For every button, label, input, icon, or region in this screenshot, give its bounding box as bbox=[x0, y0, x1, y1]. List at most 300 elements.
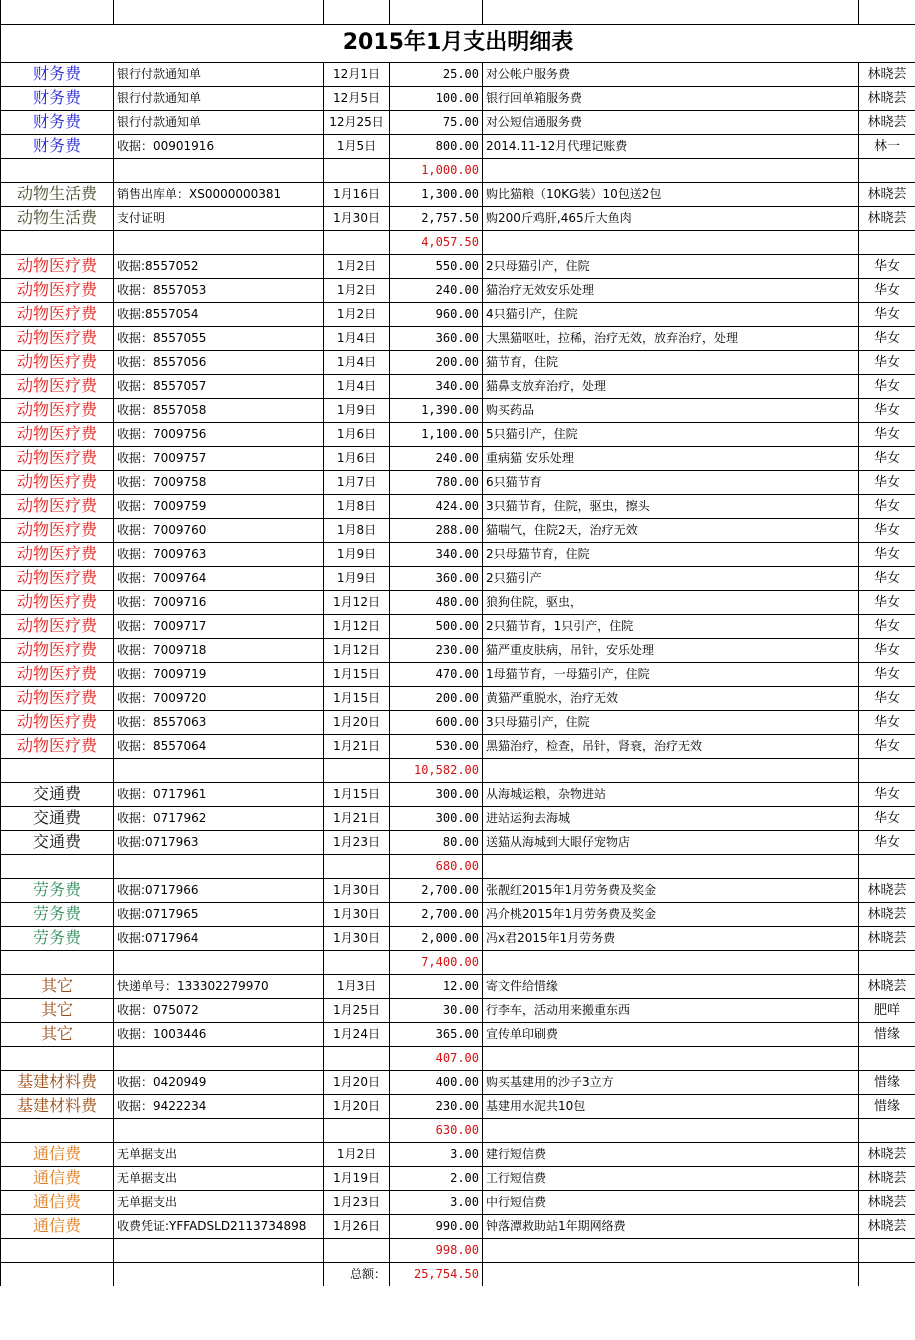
subtotal-cell[interactable]: 680.00 bbox=[390, 854, 483, 878]
handler-cell[interactable]: 华女 bbox=[859, 542, 915, 566]
date-cell[interactable]: 1月19日 bbox=[324, 1166, 390, 1190]
description-cell[interactable]: 3只母猫引产，住院 bbox=[483, 710, 859, 734]
handler-cell[interactable]: 林晓芸 bbox=[859, 902, 915, 926]
date-cell[interactable]: 1月21日 bbox=[324, 734, 390, 758]
amount-cell[interactable]: 340.00 bbox=[390, 374, 483, 398]
cell[interactable] bbox=[114, 1262, 324, 1286]
amount-cell[interactable]: 2,000.00 bbox=[390, 926, 483, 950]
amount-cell[interactable]: 230.00 bbox=[390, 638, 483, 662]
category-cell[interactable]: 动物医疗费 bbox=[1, 398, 114, 422]
description-cell[interactable]: 2只猫引产 bbox=[483, 566, 859, 590]
amount-cell[interactable]: 1,390.00 bbox=[390, 398, 483, 422]
cell[interactable] bbox=[1, 854, 114, 878]
document-cell[interactable]: 收据：8557056 bbox=[114, 350, 324, 374]
description-cell[interactable]: 银行回单箱服务费 bbox=[483, 86, 859, 110]
description-cell[interactable]: 冯介桃2015年1月劳务费及奖金 bbox=[483, 902, 859, 926]
subtotal-cell[interactable]: 7,400.00 bbox=[390, 950, 483, 974]
document-cell[interactable]: 收据：7009757 bbox=[114, 446, 324, 470]
description-cell[interactable]: 5只猫引产，住院 bbox=[483, 422, 859, 446]
amount-cell[interactable]: 100.00 bbox=[390, 86, 483, 110]
document-cell[interactable]: 收据：7009763 bbox=[114, 542, 324, 566]
amount-cell[interactable]: 1,100.00 bbox=[390, 422, 483, 446]
cell[interactable] bbox=[114, 950, 324, 974]
handler-cell[interactable]: 林晓芸 bbox=[859, 182, 915, 206]
handler-cell[interactable]: 林一 bbox=[859, 134, 915, 158]
handler-cell[interactable]: 华女 bbox=[859, 782, 915, 806]
category-cell[interactable]: 通信费 bbox=[1, 1190, 114, 1214]
date-cell[interactable]: 1月2日 bbox=[324, 278, 390, 302]
handler-cell[interactable]: 华女 bbox=[859, 326, 915, 350]
cell[interactable] bbox=[114, 158, 324, 182]
handler-cell[interactable]: 华女 bbox=[859, 686, 915, 710]
amount-cell[interactable]: 2,757.50 bbox=[390, 206, 483, 230]
document-cell[interactable]: 收据：0420949 bbox=[114, 1070, 324, 1094]
subtotal-cell[interactable]: 10,582.00 bbox=[390, 758, 483, 782]
handler-cell[interactable]: 华女 bbox=[859, 662, 915, 686]
handler-cell[interactable]: 林晓芸 bbox=[859, 1190, 915, 1214]
date-cell[interactable]: 1月6日 bbox=[324, 446, 390, 470]
cell[interactable] bbox=[483, 758, 859, 782]
document-cell[interactable]: 收据:0717964 bbox=[114, 926, 324, 950]
amount-cell[interactable]: 960.00 bbox=[390, 302, 483, 326]
cell[interactable] bbox=[114, 230, 324, 254]
category-cell[interactable]: 动物医疗费 bbox=[1, 638, 114, 662]
cell[interactable] bbox=[859, 1238, 915, 1262]
date-cell[interactable]: 12月5日 bbox=[324, 86, 390, 110]
amount-cell[interactable]: 200.00 bbox=[390, 686, 483, 710]
category-cell[interactable]: 通信费 bbox=[1, 1142, 114, 1166]
date-cell[interactable]: 1月26日 bbox=[324, 1214, 390, 1238]
document-cell[interactable]: 收据：1003446 bbox=[114, 1022, 324, 1046]
subtotal-cell[interactable]: 630.00 bbox=[390, 1118, 483, 1142]
cell[interactable] bbox=[859, 758, 915, 782]
document-cell[interactable]: 收据：7009759 bbox=[114, 494, 324, 518]
category-cell[interactable]: 动物医疗费 bbox=[1, 566, 114, 590]
category-cell[interactable]: 基建材料费 bbox=[1, 1094, 114, 1118]
handler-cell[interactable]: 林晓芸 bbox=[859, 974, 915, 998]
handler-cell[interactable]: 惜缘 bbox=[859, 1070, 915, 1094]
amount-cell[interactable]: 800.00 bbox=[390, 134, 483, 158]
document-cell[interactable]: 收据：8557057 bbox=[114, 374, 324, 398]
amount-cell[interactable]: 340.00 bbox=[390, 542, 483, 566]
cell[interactable] bbox=[114, 1238, 324, 1262]
category-cell[interactable]: 其它 bbox=[1, 1022, 114, 1046]
cell[interactable] bbox=[859, 950, 915, 974]
date-cell[interactable]: 1月30日 bbox=[324, 206, 390, 230]
subtotal-cell[interactable]: 4,057.50 bbox=[390, 230, 483, 254]
cell[interactable] bbox=[390, 0, 483, 24]
date-cell[interactable]: 1月23日 bbox=[324, 830, 390, 854]
document-cell[interactable]: 无单据支出 bbox=[114, 1190, 324, 1214]
document-cell[interactable]: 收据：8557058 bbox=[114, 398, 324, 422]
description-cell[interactable]: 购买基建用的沙子3立方 bbox=[483, 1070, 859, 1094]
document-cell[interactable]: 无单据支出 bbox=[114, 1142, 324, 1166]
amount-cell[interactable]: 530.00 bbox=[390, 734, 483, 758]
description-cell[interactable]: 6只猫节育 bbox=[483, 470, 859, 494]
handler-cell[interactable]: 华女 bbox=[859, 518, 915, 542]
amount-cell[interactable]: 2.00 bbox=[390, 1166, 483, 1190]
description-cell[interactable]: 购200斤鸡肝,465斤大鱼肉 bbox=[483, 206, 859, 230]
amount-cell[interactable]: 365.00 bbox=[390, 1022, 483, 1046]
document-cell[interactable]: 收据：8557064 bbox=[114, 734, 324, 758]
date-cell[interactable]: 1月2日 bbox=[324, 1142, 390, 1166]
handler-cell[interactable]: 林晓芸 bbox=[859, 62, 915, 86]
amount-cell[interactable]: 3.00 bbox=[390, 1190, 483, 1214]
document-cell[interactable]: 收据:0717965 bbox=[114, 902, 324, 926]
amount-cell[interactable]: 300.00 bbox=[390, 782, 483, 806]
date-cell[interactable]: 12月1日 bbox=[324, 62, 390, 86]
document-cell[interactable]: 无单据支出 bbox=[114, 1166, 324, 1190]
cell[interactable] bbox=[324, 854, 390, 878]
cell[interactable] bbox=[324, 230, 390, 254]
document-cell[interactable]: 收据：075072 bbox=[114, 998, 324, 1022]
document-cell[interactable]: 银行付款通知单 bbox=[114, 110, 324, 134]
description-cell[interactable]: 黄猫严重脱水，治疗无效 bbox=[483, 686, 859, 710]
description-cell[interactable]: 2只猫节育，1只引产，住院 bbox=[483, 614, 859, 638]
document-cell[interactable]: 收据：00901916 bbox=[114, 134, 324, 158]
handler-cell[interactable]: 华女 bbox=[859, 278, 915, 302]
date-cell[interactable]: 1月8日 bbox=[324, 494, 390, 518]
amount-cell[interactable]: 300.00 bbox=[390, 806, 483, 830]
document-cell[interactable]: 收据：7009760 bbox=[114, 518, 324, 542]
amount-cell[interactable]: 780.00 bbox=[390, 470, 483, 494]
document-cell[interactable]: 银行付款通知单 bbox=[114, 62, 324, 86]
cell[interactable] bbox=[1, 758, 114, 782]
handler-cell[interactable]: 华女 bbox=[859, 350, 915, 374]
amount-cell[interactable]: 288.00 bbox=[390, 518, 483, 542]
category-cell[interactable]: 动物医疗费 bbox=[1, 734, 114, 758]
cell[interactable] bbox=[483, 0, 859, 24]
date-cell[interactable]: 1月21日 bbox=[324, 806, 390, 830]
category-cell[interactable]: 其它 bbox=[1, 998, 114, 1022]
description-cell[interactable]: 4只猫引产，住院 bbox=[483, 302, 859, 326]
sheet-title[interactable]: 2015年1月支出明细表 bbox=[1, 24, 915, 62]
category-cell[interactable]: 劳务费 bbox=[1, 878, 114, 902]
date-cell[interactable]: 1月7日 bbox=[324, 470, 390, 494]
handler-cell[interactable]: 华女 bbox=[859, 830, 915, 854]
description-cell[interactable]: 工行短信费 bbox=[483, 1166, 859, 1190]
description-cell[interactable]: 2只母猫引产，住院 bbox=[483, 254, 859, 278]
date-cell[interactable]: 1月20日 bbox=[324, 1094, 390, 1118]
cell[interactable] bbox=[483, 158, 859, 182]
document-cell[interactable]: 银行付款通知单 bbox=[114, 86, 324, 110]
cell[interactable] bbox=[1, 158, 114, 182]
cell[interactable] bbox=[114, 758, 324, 782]
amount-cell[interactable]: 230.00 bbox=[390, 1094, 483, 1118]
cell[interactable] bbox=[324, 1046, 390, 1070]
date-cell[interactable]: 1月12日 bbox=[324, 590, 390, 614]
cell[interactable] bbox=[1, 1118, 114, 1142]
document-cell[interactable]: 收据：7009756 bbox=[114, 422, 324, 446]
amount-cell[interactable]: 400.00 bbox=[390, 1070, 483, 1094]
category-cell[interactable]: 基建材料费 bbox=[1, 1070, 114, 1094]
category-cell[interactable]: 动物医疗费 bbox=[1, 494, 114, 518]
document-cell[interactable]: 收据：7009758 bbox=[114, 470, 324, 494]
description-cell[interactable]: 猫喘气，住院2天，治疗无效 bbox=[483, 518, 859, 542]
category-cell[interactable]: 动物医疗费 bbox=[1, 710, 114, 734]
description-cell[interactable]: 猫治疗无效安乐处理 bbox=[483, 278, 859, 302]
description-cell[interactable]: 行李车，活动用来搬重东西 bbox=[483, 998, 859, 1022]
amount-cell[interactable]: 360.00 bbox=[390, 326, 483, 350]
category-cell[interactable]: 交通费 bbox=[1, 806, 114, 830]
document-cell[interactable]: 收据：7009720 bbox=[114, 686, 324, 710]
document-cell[interactable]: 收据：7009717 bbox=[114, 614, 324, 638]
date-cell[interactable]: 1月20日 bbox=[324, 1070, 390, 1094]
document-cell[interactable]: 收据:8557054 bbox=[114, 302, 324, 326]
document-cell[interactable]: 收据:0717966 bbox=[114, 878, 324, 902]
cell[interactable] bbox=[859, 230, 915, 254]
cell[interactable] bbox=[324, 758, 390, 782]
date-cell[interactable]: 1月2日 bbox=[324, 302, 390, 326]
date-cell[interactable]: 1月23日 bbox=[324, 1190, 390, 1214]
date-cell[interactable]: 1月15日 bbox=[324, 686, 390, 710]
document-cell[interactable]: 收据:8557052 bbox=[114, 254, 324, 278]
document-cell[interactable]: 收据：0717962 bbox=[114, 806, 324, 830]
description-cell[interactable]: 猫严重皮肤病，吊针，安乐处理 bbox=[483, 638, 859, 662]
category-cell[interactable]: 劳务费 bbox=[1, 902, 114, 926]
date-cell[interactable]: 1月30日 bbox=[324, 926, 390, 950]
handler-cell[interactable]: 华女 bbox=[859, 566, 915, 590]
handler-cell[interactable]: 华女 bbox=[859, 422, 915, 446]
date-cell[interactable]: 1月4日 bbox=[324, 374, 390, 398]
cell[interactable] bbox=[1, 1046, 114, 1070]
cell[interactable] bbox=[324, 0, 390, 24]
cell[interactable] bbox=[859, 1262, 915, 1286]
description-cell[interactable]: 从海城运粮，杂物进站 bbox=[483, 782, 859, 806]
document-cell[interactable]: 收据：0717961 bbox=[114, 782, 324, 806]
date-cell[interactable]: 1月20日 bbox=[324, 710, 390, 734]
handler-cell[interactable]: 华女 bbox=[859, 494, 915, 518]
document-cell[interactable]: 收据：9422234 bbox=[114, 1094, 324, 1118]
amount-cell[interactable]: 470.00 bbox=[390, 662, 483, 686]
date-cell[interactable]: 1月15日 bbox=[324, 782, 390, 806]
date-cell[interactable]: 1月25日 bbox=[324, 998, 390, 1022]
category-cell[interactable]: 财务费 bbox=[1, 62, 114, 86]
document-cell[interactable]: 收据：7009719 bbox=[114, 662, 324, 686]
document-cell[interactable]: 支付证明 bbox=[114, 206, 324, 230]
cell[interactable] bbox=[1, 950, 114, 974]
document-cell[interactable]: 收据:0717963 bbox=[114, 830, 324, 854]
description-cell[interactable]: 基建用水泥共10包 bbox=[483, 1094, 859, 1118]
cell[interactable] bbox=[483, 1262, 859, 1286]
amount-cell[interactable]: 500.00 bbox=[390, 614, 483, 638]
handler-cell[interactable]: 华女 bbox=[859, 638, 915, 662]
handler-cell[interactable]: 华女 bbox=[859, 710, 915, 734]
handler-cell[interactable]: 林晓芸 bbox=[859, 1214, 915, 1238]
category-cell[interactable]: 交通费 bbox=[1, 782, 114, 806]
handler-cell[interactable]: 惜缘 bbox=[859, 1022, 915, 1046]
handler-cell[interactable]: 华女 bbox=[859, 806, 915, 830]
cell[interactable] bbox=[114, 0, 324, 24]
document-cell[interactable]: 收据：8557063 bbox=[114, 710, 324, 734]
cell[interactable] bbox=[859, 158, 915, 182]
handler-cell[interactable]: 林晓芸 bbox=[859, 1142, 915, 1166]
cell[interactable] bbox=[483, 1118, 859, 1142]
description-cell[interactable]: 对公短信通服务费 bbox=[483, 110, 859, 134]
category-cell[interactable]: 交通费 bbox=[1, 830, 114, 854]
category-cell[interactable]: 财务费 bbox=[1, 134, 114, 158]
subtotal-cell[interactable]: 1,000.00 bbox=[390, 158, 483, 182]
amount-cell[interactable]: 240.00 bbox=[390, 446, 483, 470]
category-cell[interactable]: 通信费 bbox=[1, 1214, 114, 1238]
description-cell[interactable]: 寄文件给惜缘 bbox=[483, 974, 859, 998]
amount-cell[interactable]: 3.00 bbox=[390, 1142, 483, 1166]
category-cell[interactable]: 动物生活费 bbox=[1, 182, 114, 206]
cell[interactable] bbox=[483, 230, 859, 254]
handler-cell[interactable]: 林晓芸 bbox=[859, 206, 915, 230]
cell[interactable] bbox=[483, 1238, 859, 1262]
date-cell[interactable]: 1月24日 bbox=[324, 1022, 390, 1046]
document-cell[interactable]: 收据：7009716 bbox=[114, 590, 324, 614]
date-cell[interactable]: 1月4日 bbox=[324, 350, 390, 374]
amount-cell[interactable]: 25.00 bbox=[390, 62, 483, 86]
category-cell[interactable]: 动物医疗费 bbox=[1, 302, 114, 326]
handler-cell[interactable]: 华女 bbox=[859, 398, 915, 422]
cell[interactable] bbox=[324, 950, 390, 974]
category-cell[interactable]: 财务费 bbox=[1, 86, 114, 110]
cell[interactable] bbox=[1, 230, 114, 254]
amount-cell[interactable]: 75.00 bbox=[390, 110, 483, 134]
category-cell[interactable]: 动物医疗费 bbox=[1, 422, 114, 446]
document-cell[interactable]: 收据：7009764 bbox=[114, 566, 324, 590]
category-cell[interactable]: 通信费 bbox=[1, 1166, 114, 1190]
amount-cell[interactable]: 12.00 bbox=[390, 974, 483, 998]
total-label[interactable]: 总额： bbox=[324, 1262, 390, 1286]
date-cell[interactable]: 1月12日 bbox=[324, 638, 390, 662]
total-value[interactable]: 25,754.50 bbox=[390, 1262, 483, 1286]
date-cell[interactable]: 1月9日 bbox=[324, 566, 390, 590]
handler-cell[interactable]: 华女 bbox=[859, 614, 915, 638]
description-cell[interactable]: 1母猫节育，一母猫引产，住院 bbox=[483, 662, 859, 686]
amount-cell[interactable]: 30.00 bbox=[390, 998, 483, 1022]
description-cell[interactable]: 进站运狗去海城 bbox=[483, 806, 859, 830]
document-cell[interactable]: 快递单号：133302279970 bbox=[114, 974, 324, 998]
category-cell[interactable]: 动物医疗费 bbox=[1, 278, 114, 302]
category-cell[interactable]: 动物医疗费 bbox=[1, 542, 114, 566]
amount-cell[interactable]: 600.00 bbox=[390, 710, 483, 734]
description-cell[interactable]: 重病猫 安乐处理 bbox=[483, 446, 859, 470]
description-cell[interactable]: 黑猫治疗，检查，吊针，肾衰，治疗无效 bbox=[483, 734, 859, 758]
date-cell[interactable]: 12月25日 bbox=[324, 110, 390, 134]
date-cell[interactable]: 1月3日 bbox=[324, 974, 390, 998]
cell[interactable] bbox=[859, 0, 915, 24]
cell[interactable] bbox=[324, 158, 390, 182]
amount-cell[interactable]: 240.00 bbox=[390, 278, 483, 302]
category-cell[interactable]: 动物医疗费 bbox=[1, 254, 114, 278]
handler-cell[interactable]: 惜缘 bbox=[859, 1094, 915, 1118]
description-cell[interactable]: 建行短信费 bbox=[483, 1142, 859, 1166]
handler-cell[interactable]: 华女 bbox=[859, 446, 915, 470]
cell[interactable] bbox=[114, 854, 324, 878]
cell[interactable] bbox=[859, 854, 915, 878]
cell[interactable] bbox=[483, 854, 859, 878]
cell[interactable] bbox=[1, 1238, 114, 1262]
description-cell[interactable]: 2014.11-12月代理记账费 bbox=[483, 134, 859, 158]
handler-cell[interactable]: 华女 bbox=[859, 734, 915, 758]
date-cell[interactable]: 1月9日 bbox=[324, 398, 390, 422]
document-cell[interactable]: 收费凭证:YFFADSLD2113734898 bbox=[114, 1214, 324, 1238]
subtotal-cell[interactable]: 407.00 bbox=[390, 1046, 483, 1070]
amount-cell[interactable]: 550.00 bbox=[390, 254, 483, 278]
handler-cell[interactable]: 华女 bbox=[859, 302, 915, 326]
handler-cell[interactable]: 华女 bbox=[859, 470, 915, 494]
date-cell[interactable]: 1月4日 bbox=[324, 326, 390, 350]
date-cell[interactable]: 1月16日 bbox=[324, 182, 390, 206]
description-cell[interactable]: 送猫从海城到大眼仔宠物店 bbox=[483, 830, 859, 854]
handler-cell[interactable]: 华女 bbox=[859, 254, 915, 278]
description-cell[interactable]: 冯x君2015年1月劳务费 bbox=[483, 926, 859, 950]
cell[interactable] bbox=[1, 0, 114, 24]
handler-cell[interactable]: 林晓芸 bbox=[859, 926, 915, 950]
amount-cell[interactable]: 480.00 bbox=[390, 590, 483, 614]
category-cell[interactable]: 其它 bbox=[1, 974, 114, 998]
handler-cell[interactable]: 林晓芸 bbox=[859, 86, 915, 110]
category-cell[interactable]: 动物医疗费 bbox=[1, 662, 114, 686]
amount-cell[interactable]: 2,700.00 bbox=[390, 878, 483, 902]
date-cell[interactable]: 1月6日 bbox=[324, 422, 390, 446]
category-cell[interactable]: 动物医疗费 bbox=[1, 470, 114, 494]
handler-cell[interactable]: 林晓芸 bbox=[859, 1166, 915, 1190]
description-cell[interactable]: 中行短信费 bbox=[483, 1190, 859, 1214]
description-cell[interactable]: 大黑猫呕吐，拉稀，治疗无效，放弃治疗，处理 bbox=[483, 326, 859, 350]
handler-cell[interactable]: 肥咩 bbox=[859, 998, 915, 1022]
handler-cell[interactable]: 华女 bbox=[859, 590, 915, 614]
date-cell[interactable]: 1月9日 bbox=[324, 542, 390, 566]
description-cell[interactable]: 3只猫节育，住院，驱虫，擦头 bbox=[483, 494, 859, 518]
description-cell[interactable]: 猫节育，住院 bbox=[483, 350, 859, 374]
description-cell[interactable]: 购比猫粮（10KG装）10包送2包 bbox=[483, 182, 859, 206]
description-cell[interactable]: 2只母猫节育，住院 bbox=[483, 542, 859, 566]
handler-cell[interactable]: 华女 bbox=[859, 374, 915, 398]
date-cell[interactable]: 1月30日 bbox=[324, 902, 390, 926]
amount-cell[interactable]: 990.00 bbox=[390, 1214, 483, 1238]
cell[interactable] bbox=[1, 1262, 114, 1286]
cell[interactable] bbox=[114, 1118, 324, 1142]
description-cell[interactable]: 对公帐户服务费 bbox=[483, 62, 859, 86]
amount-cell[interactable]: 2,700.00 bbox=[390, 902, 483, 926]
category-cell[interactable]: 动物医疗费 bbox=[1, 686, 114, 710]
description-cell[interactable]: 购买药品 bbox=[483, 398, 859, 422]
category-cell[interactable]: 动物医疗费 bbox=[1, 374, 114, 398]
document-cell[interactable]: 销售出库单：XS0000000381 bbox=[114, 182, 324, 206]
category-cell[interactable]: 劳务费 bbox=[1, 926, 114, 950]
document-cell[interactable]: 收据：8557053 bbox=[114, 278, 324, 302]
description-cell[interactable]: 钟落潭救助站1年期网络费 bbox=[483, 1214, 859, 1238]
category-cell[interactable]: 财务费 bbox=[1, 110, 114, 134]
amount-cell[interactable]: 1,300.00 bbox=[390, 182, 483, 206]
document-cell[interactable]: 收据：8557055 bbox=[114, 326, 324, 350]
cell[interactable] bbox=[324, 1118, 390, 1142]
cell[interactable] bbox=[483, 1046, 859, 1070]
date-cell[interactable]: 1月8日 bbox=[324, 518, 390, 542]
cell[interactable] bbox=[483, 950, 859, 974]
category-cell[interactable]: 动物生活费 bbox=[1, 206, 114, 230]
description-cell[interactable]: 猫鼻支放弃治疗，处理 bbox=[483, 374, 859, 398]
amount-cell[interactable]: 80.00 bbox=[390, 830, 483, 854]
category-cell[interactable]: 动物医疗费 bbox=[1, 446, 114, 470]
handler-cell[interactable]: 林晓芸 bbox=[859, 878, 915, 902]
cell[interactable] bbox=[324, 1238, 390, 1262]
date-cell[interactable]: 1月15日 bbox=[324, 662, 390, 686]
date-cell[interactable]: 1月12日 bbox=[324, 614, 390, 638]
date-cell[interactable]: 1月5日 bbox=[324, 134, 390, 158]
category-cell[interactable]: 动物医疗费 bbox=[1, 590, 114, 614]
amount-cell[interactable]: 360.00 bbox=[390, 566, 483, 590]
handler-cell[interactable]: 林晓芸 bbox=[859, 110, 915, 134]
category-cell[interactable]: 动物医疗费 bbox=[1, 326, 114, 350]
description-cell[interactable]: 宣传单印刷费 bbox=[483, 1022, 859, 1046]
document-cell[interactable]: 收据：7009718 bbox=[114, 638, 324, 662]
